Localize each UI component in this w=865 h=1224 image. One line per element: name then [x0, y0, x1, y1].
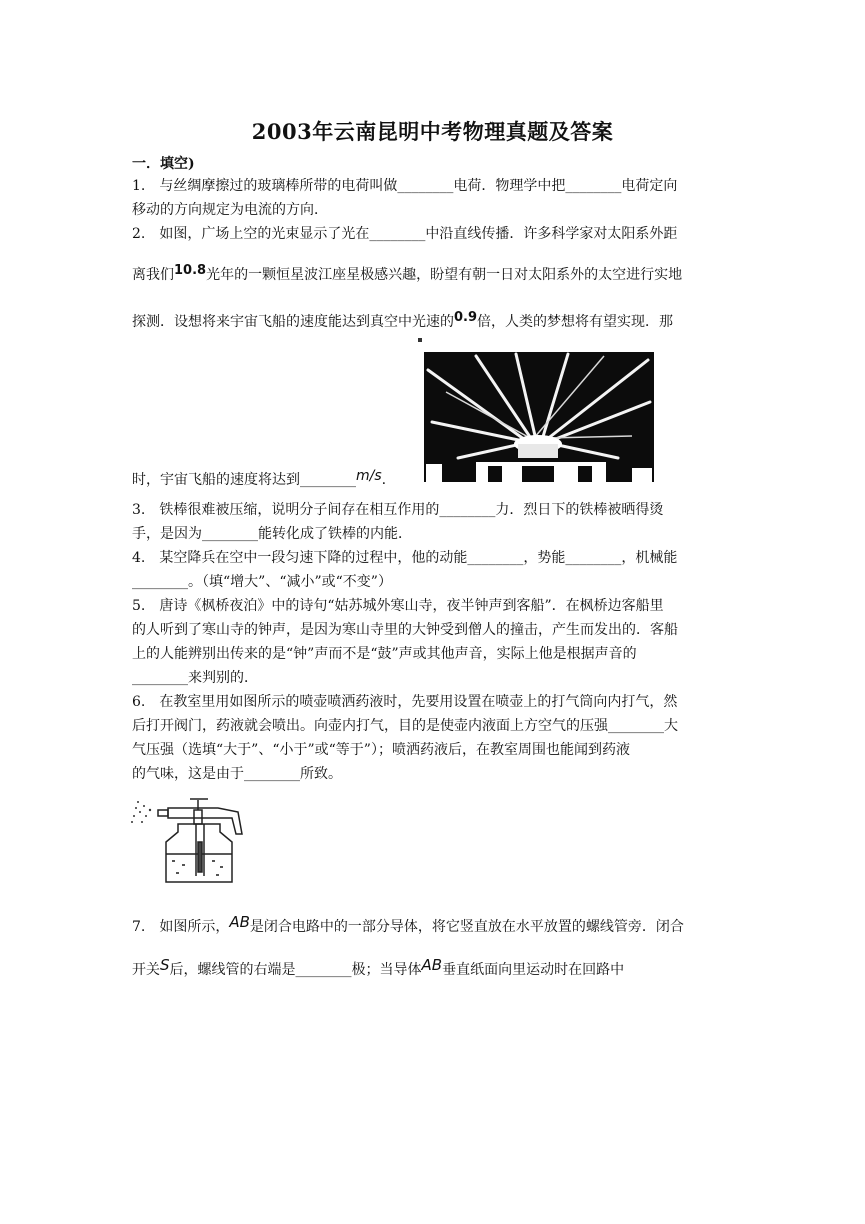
q4-line-1: 4. 某空降兵在空中一段匀速下降的过程中，他的动能________，势能________，机械能 — [132, 550, 678, 566]
q5-line-1: 5. 唐诗《枫桥夜泊》中的诗句“姑苏城外寒山寺，夜半钟声到客船”．在枫桥边客船里 — [132, 598, 664, 614]
q7-text: 垂直纸面向里运动时在回路中 — [442, 962, 625, 978]
q2-text: 离我们 — [132, 267, 174, 283]
q6-line-3: 气压强（选填“大于”、“小于”或“等于”）；喷洒药液后，在教室周围也能闻到药液 — [132, 742, 630, 758]
q4-line-2: ________。（填“增大”、“减小”或“不变”） — [132, 574, 392, 590]
q7-line-1 — [132, 913, 736, 937]
light-beams-figure — [418, 338, 656, 486]
section-heading: 一．填空) — [132, 156, 195, 172]
q7-formula-conductor: AB — [421, 956, 443, 974]
q7-text: 开关 — [132, 962, 160, 978]
q1-line-1: 1. 与丝绸摩擦过的玻璃棒所带的电荷叫做________电荷．物理学中把________电荷定向 — [132, 178, 678, 194]
q3-line-1: 3. 铁棒很难被压缩，说明分子间存在相互作用的________力．烈日下的铁棒被晒得烫 — [132, 502, 664, 518]
q3-line-2: 手，是因为________能转化成了铁棒的内能． — [132, 526, 412, 542]
q2-formula-fraction: 0.9 — [454, 310, 478, 325]
q2-line-3 — [132, 312, 736, 333]
q2-text: 探测．设想将来宇宙飞船的速度能达到真空中光速的 — [132, 314, 454, 330]
q1-line-2: 移动的方向规定为电流的方向． — [132, 202, 328, 218]
q2-line-4 — [132, 470, 736, 490]
q2-line-1: 2. 如图，广场上空的光束显示了光在________中沿直线传播．许多科学家对太阳系外距 — [132, 226, 678, 242]
q2-text: 时，宇宙飞船的速度将达到________ — [132, 472, 356, 488]
q6-line-4: 的气味，这是由于________所致。 — [132, 766, 342, 782]
q5-line-3: 上的人能辨别出传来的是“钟”声而不是“鼓”声或其他声音，实际上他是根据声音的 — [132, 646, 637, 662]
q6-line-2: 后打开阀门，药液就会喷出。向壶内打气，目的是使壶内液面上方空气的压强________大 — [132, 718, 678, 734]
q5-line-2: 的人听到了寒山寺的钟声，是因为寒山寺里的大钟受到僧人的撞击，产生而发出的．客船 — [132, 622, 678, 638]
q2-line-2 — [132, 265, 736, 286]
sprayer-figure — [128, 788, 248, 888]
document-title: 2003年云南昆明中考物理真题及答案 — [251, 119, 614, 144]
q7-text: 后，螺线管的右端是________极；当导体 — [169, 962, 422, 978]
q2-text: 光年的一颗恒星波江座星极感兴趣，盼望有朝一日对太阳系外的太空进行实地 — [206, 267, 683, 283]
q2-formula-light-years: 10.8 — [174, 263, 207, 278]
q2-text: . — [381, 472, 387, 488]
q7-text: 7. 如图所示， — [132, 919, 230, 935]
q7-text: 是闭合电路中的一部分导体，将它竖直放在水平放置的螺线管旁．闭合 — [249, 919, 684, 935]
q7-formula-conductor: AB — [229, 913, 250, 931]
q2-text: 倍，人类的梦想将有望实现．那 — [477, 314, 674, 330]
q6-line-1: 6. 在教室里用如图所示的喷壶喷洒药液时，先要用设置在喷壶上的打气筒向内打气，然 — [132, 694, 678, 710]
q7-line-2 — [132, 956, 736, 980]
q7-formula-switch: S — [160, 956, 170, 974]
q2-unit: m/s — [356, 468, 382, 484]
q5-line-4: ________来判别的． — [132, 670, 258, 686]
